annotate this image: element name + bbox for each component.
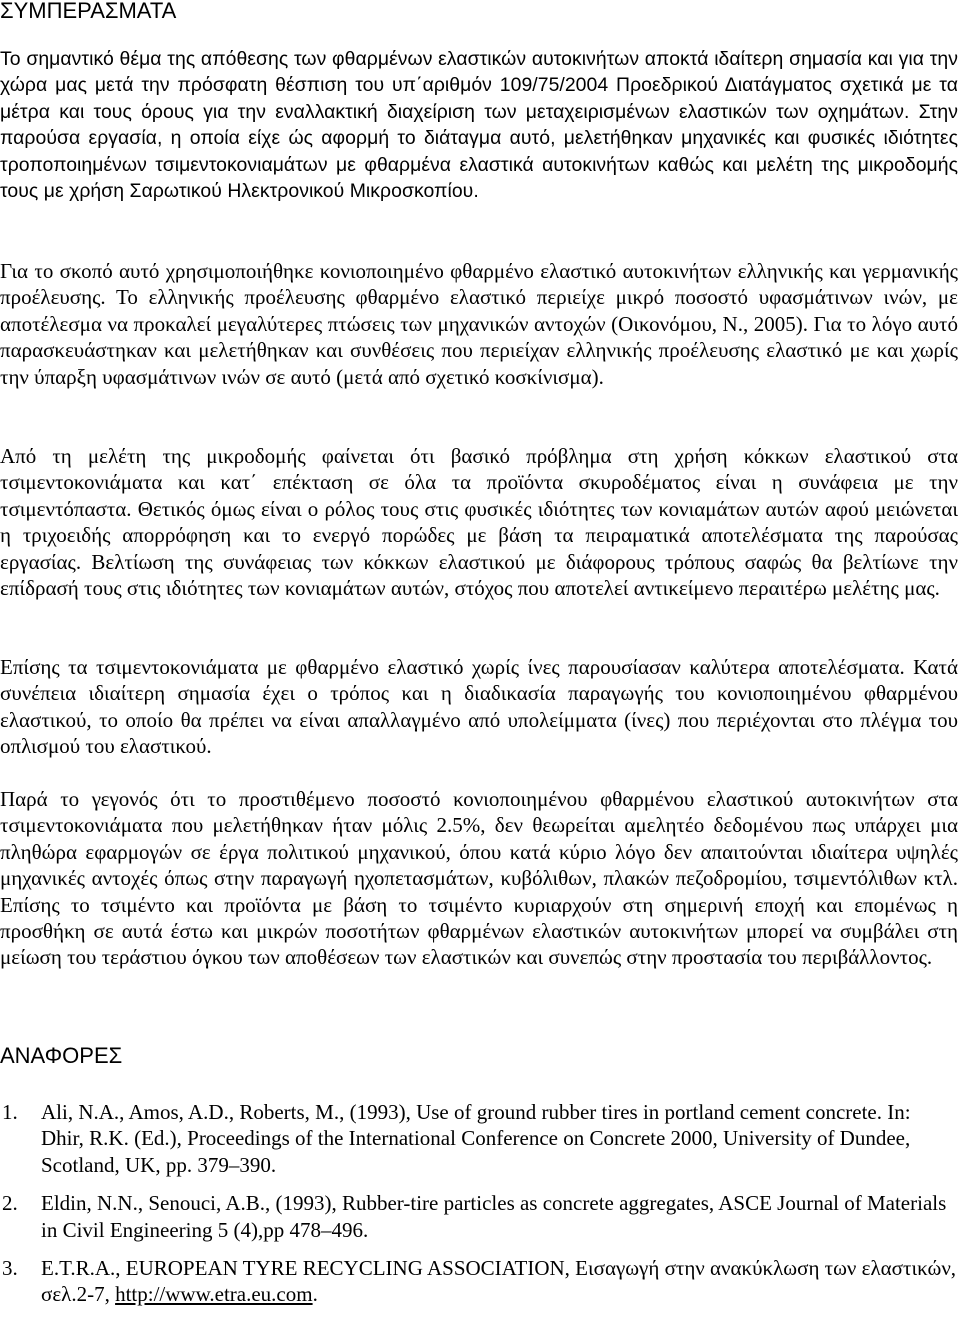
- reference-text: E.T.R.A., EUROPEAN TYRE RECYCLING ASSOCIATION, Εισαγωγή στην ανακύκλωση των ελαστικών, σελ.2-7,: [41, 1256, 957, 1307]
- references-heading: ΑΝΑΦΟΡΕΣ: [0, 1043, 123, 1068]
- conclusions-heading: ΣΥΜΠΕΡΑΣΜΑΤΑ: [0, 0, 177, 23]
- conclusions-paragraph-2: Για το σκοπό αυτό χρησιμοποιήθηκε κονιοποιημένο φθαρμένο ελαστικό αυτοκινήτων ελληνικής και γερμανικής προέλευσης. Το ελληνικής προέλευσης φθαρμένο ελαστικό περιείχε μικρό ποσοστό υφασμάτινων ινών, με αποτέλεσμα να προκαλεί μεγαλύτερες πτώσεις των μηχανικών αντοχών (Οικονόμου, Ν., 2005). Για το λόγο αυτό παρασκευάστηκαν και μελετήθηκαν και συνθέσεις που περιείχαν ελληνικής προέλευσης ελαστικό με και χωρίς την ύπαρξη υφασμάτινων ινών σε αυτό (μετά από σχετικό κοσκίνισμα).: [0, 259, 958, 389]
- conclusions-paragraph-5: Παρά το γεγονός ότι το προστιθέμενο ποσοστό κονιοποιημένου φθαρμένου ελαστικού αυτοκινήτων στα τσιμεντοκονιάματα που μελετήθηκαν ήταν μόλις 2.5%, δεν θεωρείται αμελητέο δεδομένου πως υπάρχει μια πληθώρα εφαρμογών σε έργα πολιτικού μηχανικού, όπου κατά κύριο λόγο δεν απαιτούνται ιδιαίτερα υψηλές μηχανικές αντοχές όπως στην παραγωγή ηχοπετασμάτων, κυβόλιθων, πλακών πεζοδρομίου, τσιμεντόλιθων κτλ. Επίσης το τσιμέντο και προϊόντα με βάση το τσιμέντο κυριαρχούν στη σημερινή εποχή και επομένως η προσθήκη σε αυτά έστω και μικρών ποσοτήτων φθαρμένων ελαστικών αυτοκινήτων μπορεί να συμβάλει στη μείωση του τεράστιου όγκου των αποθέσεων των ελαστικών και συνεπώς στην προστασία του περιβάλλοντος.: [0, 787, 958, 970]
- reference-item: [0, 1255, 958, 1308]
- reference-number: 1.: [2, 1100, 18, 1124]
- references-list: [0, 1099, 958, 1320]
- reference-text: Eldin, N.N., Senouci, A.B., (1993), Rubber-tire particles as concrete aggregates, ASCE Journal of Materials in Civil Engineering 5 (4),pp 478–496.: [41, 1191, 947, 1242]
- etra-link[interactable]: http://www.etra.eu.com: [115, 1282, 313, 1307]
- reference-item: [0, 1190, 958, 1243]
- reference-number: 2.: [2, 1191, 18, 1216]
- conclusions-paragraph-4: Επίσης τα τσιμεντοκονιάματα με φθαρμένο ελαστικό χωρίς ίνες παρουσίασαν καλύτερα αποτελέσματα. Κατά συνέπεια ιδιαίτερη σημασία έχει ο τρόπος και η διαδικασία παραγωγής του κονιοποιημένου φθαρμένου ελαστικού, το οποίο θα πρέπει να είναι απαλλαγμένο από υπολείμματα (ίνες) που περιέχονται στο πλέγμα του οπλισμού του ελαστικού.: [0, 655, 958, 759]
- reference-suffix: .: [312, 1282, 318, 1307]
- reference-number: 3.: [2, 1256, 18, 1281]
- conclusions-paragraph-1: Το σημαντικό θέμα της απόθεσης των φθαρμένων ελαστικών αυτοκινήτων αποκτά ιδαίτερη σημασία και για την χώρα μας μετά την πρόσφατη θέσπιση του υπ΄αριθμόν 109/75/2004 Προεδρικού Διατάγματος σχετικά με τα μέτρα και τους όρους για την εναλλακτική διαχείριση των μεταχειρισμένων ελαστικών των οχημάτων. Στην παρούσα εργασία, η οποία είχε ώς αφορμή το διάταγμα αυτό, μελετήθηκαν μηχανικές και φυσικές ιδιότητες τροποποιημένων τσιμεντοκονιαμάτων με φθαρμένα ελαστικά αυτοκινήτων καθώς και μελέτη της μικροδομής τους με χρήση Σαρωτικού Ηλεκτρονικού Μικροσκοπίου.: [0, 48, 958, 203]
- reference-text: Ali, N.A., Amos, A.D., Roberts, M., (1993), Use of ground rubber tires in portland cement concrete. In: Dhir, R.K. (Ed.), Proceedings of the International Conference on Concrete 2000, University of Dundee, Scotland, UK, pp. 379–390.: [41, 1100, 911, 1177]
- reference-item: [0, 1099, 958, 1178]
- conclusions-paragraph-3: Από τη μελέτη της μικροδομής φαίνεται ότι βασικό πρόβλημα στη χρήση κόκκων ελαστικού στα τσιμεντοκονιάματα και κατ΄ επέκταση σε όλα τα προϊόντα σκυροδέματος είναι η συνάφεια με την τσιμεντόπαστα. Θετικός όμως είναι ο ρόλος τους στις φυσικές ιδιότητες των κονιαμάτων αυτών αφού μειώνεται η τριχοειδής απορρόφηση και το ενεργό πορώδες με βάση τα πειραματικά αποτελέσματα της παρούσας εργασίας. Βελτίωση της συνάφειας των κόκκων ελαστικού με διάφορους τρόπους σαφώς θα βελτίωνε την επίδρασή τους στις ιδιότητες των κονιαμάτων αυτών, στόχος που αποτελεί αντικείμενο περαιτέρω μελέτης μας.: [0, 444, 958, 601]
